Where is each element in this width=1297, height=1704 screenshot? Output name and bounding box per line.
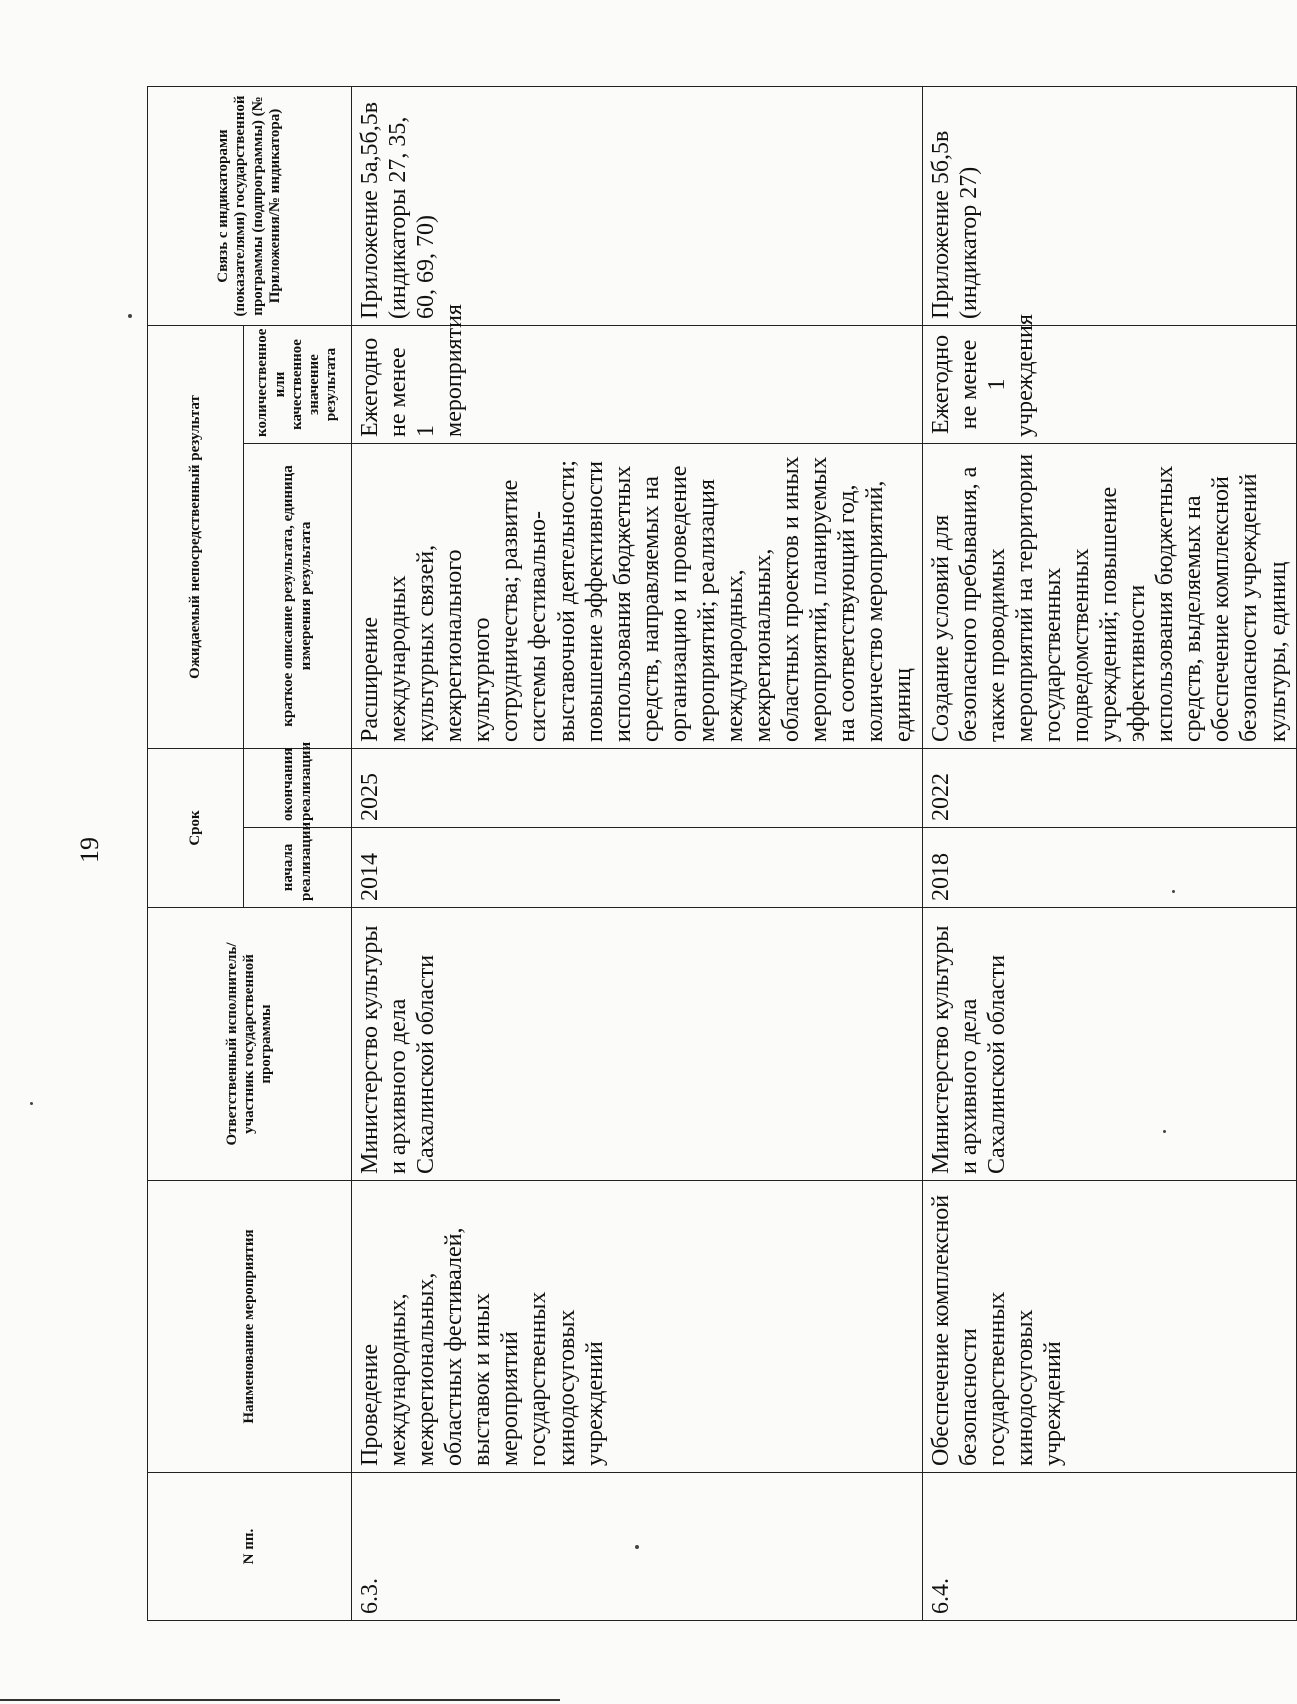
row-result-value: Ежегодно не менее 1 учреждения (922, 325, 1296, 443)
row-result-value: Ежегодно не менее 1 мероприятия (352, 325, 923, 443)
header-result: Ожидаемый непосредственный результат (148, 325, 244, 748)
row-start: 2018 (922, 828, 1296, 908)
header-row-1 (148, 86, 244, 1620)
header-result-desc: краткое описание результата, единица измерения результата (244, 443, 352, 748)
row-name: Проведение международных, межрегиональных, областных фестивалей, выставок и иных мероприятий государственных кинодосуговых учреждений (352, 1181, 923, 1473)
scan-speck (30, 1102, 33, 1105)
row-result-desc: Расширение международных культурных связей, межрегионального культурного сотрудничества; развитие системы фестивально-выставочной деятельности; повышение эффективности использования бюджетных средств, направляемых на организацию и проведение мероприятий; реализация международных, межрегиональных, областных проектов и иных мероприятий, планируемых на соответствующий год, количество мероприятий, единиц (352, 443, 923, 748)
header-link: Связь с индикаторами (показателями) государственной программы (подпрограммы) (№ Приложения/№ индикатора) (148, 86, 352, 325)
scan-speck (1172, 890, 1175, 893)
header-term-end: окончания реализации (244, 748, 352, 827)
scan-speck (128, 314, 132, 318)
row-start: 2014 (352, 828, 923, 908)
page-number: 19 (75, 837, 104, 863)
row-executor: Министерство культуры и архивного дела Сахалинской области (922, 908, 1296, 1181)
header-term: Срок (148, 748, 244, 907)
scan-speck (1163, 1130, 1166, 1133)
scan-speck (635, 1545, 639, 1549)
row-num: 6.4. (922, 1473, 1296, 1621)
header-result-value: количественное или качественное значение результата (244, 325, 352, 443)
row-result-desc: Создание условий для безопасного пребывания, а также проводимых мероприятий на территории государственных подведомственных учреждений; повышение эффективности использования бюджетных средств, выделяемых на обеспечение комплексной безопасности учреждений культуры, единиц (922, 443, 1296, 748)
row-link: Приложение 5а,5б,5в (индикаторы 27, 35, 60, 69, 70) (352, 86, 923, 325)
header-executor: Ответственный исполнитель/участник государственной программы (148, 908, 352, 1181)
header-num: N пп. (148, 1473, 352, 1621)
table-row (352, 86, 923, 1620)
row-end: 2025 (352, 748, 923, 827)
table-row (922, 86, 1296, 1620)
header-term-start: начала реализации (244, 828, 352, 908)
row-link: Приложение 5б,5в (индикатор 27) (922, 86, 1296, 325)
row-name: Обеспечение комплексной безопасности государственных кинодосуговых учреждений (922, 1181, 1296, 1473)
scan-edge-line (0, 1699, 560, 1701)
rotated-table-container (147, 87, 1291, 1621)
header-name: Наименование мероприятия (148, 1181, 352, 1473)
measures-table (147, 86, 1297, 1621)
row-num: 6.3. (352, 1473, 923, 1621)
row-end: 2022 (922, 748, 1296, 827)
row-executor: Министерство культуры и архивного дела Сахалинской области (352, 908, 923, 1181)
